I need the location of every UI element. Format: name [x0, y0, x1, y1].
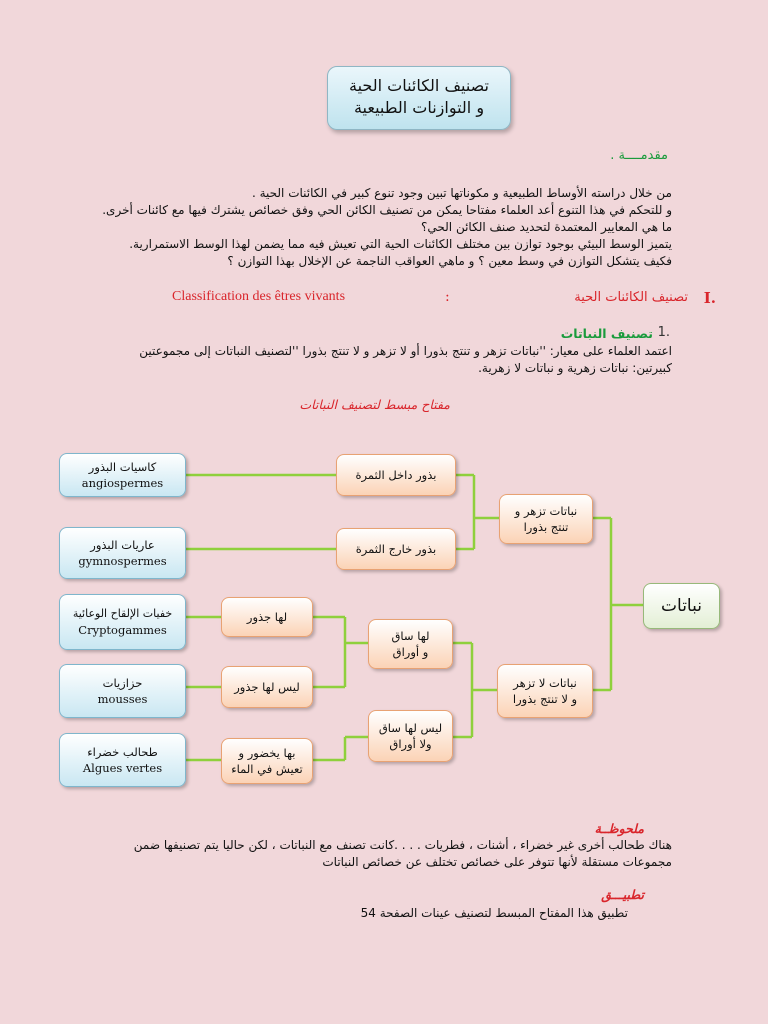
page-title-line2: و التوازنات الطبيعية	[353, 98, 485, 117]
node-label: Cryptogammes	[78, 623, 167, 637]
node-label: بذور خارج الثمرة	[355, 542, 437, 556]
node-green-algae	[59, 733, 186, 787]
node-no-stem-leaves	[368, 710, 453, 762]
intro-line: فكيف يتشكل التوازن في وسط معين ؟ و ماهي العواقب الناجمة عن الإخلال بهذا التوازن ؟	[227, 254, 672, 268]
intro-heading: مقدمــــة .	[610, 148, 668, 163]
subsection-heading: تصنيف النباتات	[560, 326, 653, 341]
intro-line: ما هي المعايير المعتمدة لتحديد صنف الكائن الحي؟	[421, 220, 672, 234]
node-label: gymnospermes	[78, 554, 167, 568]
node-label: و أوراق	[392, 645, 429, 659]
node-label: خفيات الإلقاح الوعائية	[72, 607, 173, 620]
node-label: ولا أوراق	[389, 737, 432, 751]
note-paragraph	[32, 837, 672, 871]
section-number: I.	[703, 289, 716, 307]
intro-line: و للتحكم في هذا التنوع أعد العلماء مفتاحا يمكن من تصنيف الكائن الحي وفق خصائص يشترك فيها مع كائنات أخرى.	[102, 203, 672, 217]
section-colon: :	[445, 289, 450, 305]
subsection-line: اعتمد العلماء على معيار: ''نباتات تزهر و تنتج بذورا أو لا تزهر و لا تنتج بذورا ''لتصنيف النباتات إلى مجموعتين	[139, 344, 672, 358]
node-flowering-plants	[499, 494, 593, 544]
subsection-number: 1.	[657, 325, 670, 340]
node-has-stem-leaves	[368, 619, 453, 669]
node-label: mousses	[97, 692, 148, 706]
note-line: هناك طحالب أخرى غير خضراء ، أشنات ، فطريات . . . .كانت تصنف مع النباتات ، لكن حاليا يتم تصنيفها ضمن	[133, 838, 672, 852]
node-no-roots	[221, 666, 313, 708]
application-heading: تطبيـــق	[601, 887, 644, 902]
page-title-line1: تصنيف الكائنات الحية	[348, 76, 490, 95]
node-label: تعيش في الماء	[231, 762, 303, 776]
node-label: بذور داخل الثمرة	[355, 468, 437, 482]
node-gymnosperms	[59, 527, 186, 579]
intro-line: يتميز الوسط البيئي بوجود توازن بين مختلف الكائنات الحية التي تعيش فيه مما يضمن لهذا الوسط الاستمرارية.	[129, 237, 672, 251]
node-chlorophyll-water	[221, 738, 313, 784]
node-label: angiospermes	[81, 476, 164, 490]
node-label: تنتج بذورا	[523, 520, 569, 534]
note-line: مجموعات مستقلة لأنها تتوفر على خصائص تختلف عن خصائص النباتات	[322, 855, 672, 869]
section-title-arabic: تصنيف الكائنات الحية	[574, 290, 688, 305]
node-label: طحالب خضراء	[87, 745, 158, 759]
node-label: ليس لها ساق	[378, 721, 443, 735]
node-nonflowering-plants	[497, 664, 593, 718]
node-plants-root	[643, 583, 720, 629]
node-label: كاسيات البذور	[88, 460, 157, 474]
node-seeds-outside-fruit	[336, 528, 456, 570]
node-label: Algues vertes	[82, 761, 163, 775]
node-cryptogams	[59, 594, 186, 650]
node-label: نباتات تزهر و	[514, 504, 578, 518]
node-label: نباتات	[661, 596, 702, 616]
node-label: بها يخضور و	[238, 746, 296, 760]
node-mosses	[59, 664, 186, 718]
node-seeds-inside-fruit	[336, 454, 456, 496]
intro-line: من خلال دراسته الأوساط الطبيعية و مكوناتها تبين وجود تنوع كبير في الكائنات الحية .	[251, 186, 672, 200]
node-label: ليس لها جذور	[234, 680, 300, 694]
node-label: لها ساق	[391, 629, 430, 643]
node-label: عاريات البذور	[90, 538, 155, 552]
node-label: نباتات لا تزهر	[513, 676, 577, 690]
note-heading: ملحوظــة	[594, 821, 644, 836]
subsection-line: كبيرتين: نباتات زهرية و نباتات لا زهرية.	[478, 361, 672, 375]
section-title-french: Classification des êtres vivants	[172, 289, 346, 304]
node-label: لها جذور	[246, 610, 288, 624]
node-has-roots	[221, 597, 313, 637]
node-label: حزازيات	[102, 676, 143, 690]
node-angiosperms	[59, 453, 186, 497]
node-label: و لا تنتج بذورا	[512, 692, 578, 706]
key-title: مفتاح مبسط لتصنيف النباتات	[299, 397, 450, 412]
application-text: تطبيق هذا المفتاح المبسط لتصنيف عينات الصفحة 54	[360, 906, 628, 920]
